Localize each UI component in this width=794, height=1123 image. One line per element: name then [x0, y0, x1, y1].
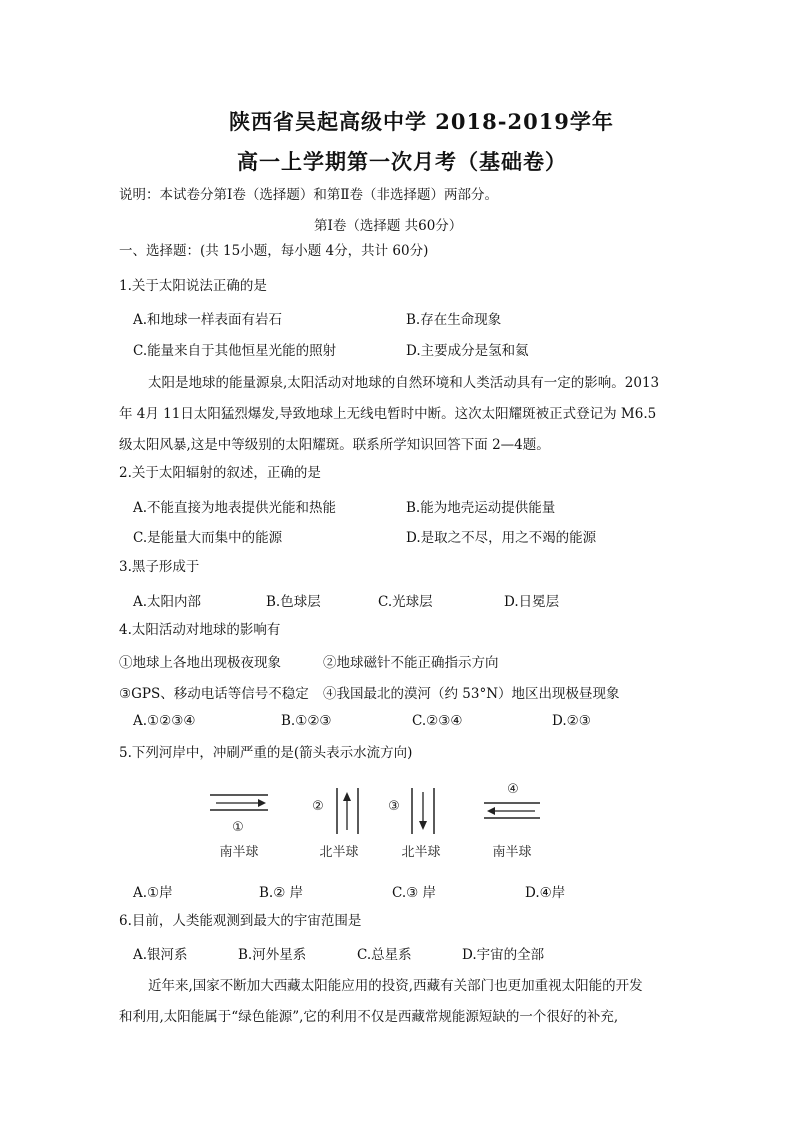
river-diagram-3 [388, 788, 440, 860]
q3-option-b: B.色球层 [266, 594, 321, 610]
passage2-line2: 和利用,太阳能属于“绿色能源”,它的利用不仅是西藏常规能源短缺的一个很好的补充, [119, 1009, 619, 1025]
section-heading: 第Ⅰ卷（选择题 共60分） [314, 218, 463, 234]
exam-title-line1: 陕西省吴起高级中学 2018-2019学年 [229, 109, 614, 134]
q4-option-a: A.①②③④ [133, 713, 196, 729]
q5-stem: 5.下列河岸中，冲刷严重的是(箭头表示水流方向) [119, 745, 413, 761]
part-heading: 一、选择题：(共 15小题，每小题 4分，共计 60分) [119, 243, 429, 259]
river-diagram-1 [210, 795, 268, 860]
exam-title-line2: 高一上学期第一次月考（基础卷） [237, 149, 567, 174]
q3-option-a: A.太阳内部 [133, 594, 202, 610]
q5-option-d: D.④岸 [525, 885, 566, 901]
diagram-2-label: ② [312, 799, 324, 814]
passage1-line1: 太阳是地球的能量源泉,太阳活动对地球的自然环境和人类活动具有一定的影响。2013 [148, 375, 660, 391]
passage1-line3: 级太阳风暴,这是中等级别的太阳耀斑。联系所学知识回答下面 2—4题。 [119, 437, 550, 453]
diagram-2-caption: 北半球 [319, 845, 359, 860]
diagram-3-label: ③ [388, 799, 400, 814]
q6-option-c: C.总星系 [357, 947, 412, 963]
river-bank-diagram [190, 776, 570, 866]
q4-option-d: D.②③ [552, 713, 591, 729]
q1-option-c: C.能量来自于其他恒星光能的照射 [133, 343, 337, 359]
passage1-line2: 年 4月 11日太阳猛烈爆发,导致地球上无线电暂时中断。这次太阳耀斑被正式登记为 M6.5 [119, 406, 657, 422]
q4-statement-1: ①地球上各地出现极夜现象 [119, 655, 281, 671]
passage2-line1: 近年来,国家不断加大西藏太阳能应用的投资,西藏有关部门也更加重视太阳能的开发 [148, 978, 643, 994]
q2-option-d: D.是取之不尽，用之不竭的能源 [406, 530, 597, 546]
q2-stem: 2.关于太阳辐射的叙述，正确的是 [119, 465, 321, 481]
q4-statement-2: ②地球磁针不能正确指示方向 [323, 655, 499, 671]
q1-stem: 1.关于太阳说法正确的是 [119, 278, 267, 294]
q1-option-b: B.存在生命现象 [406, 312, 502, 328]
q3-option-d: D.日冕层 [504, 594, 560, 610]
q2-option-c: C.是能量大而集中的能源 [133, 530, 283, 546]
q1-option-d: D.主要成分是氢和氦 [406, 343, 529, 359]
diagram-3-caption: 北半球 [401, 845, 441, 860]
q5-option-c: C.③ 岸 [392, 885, 437, 901]
q6-option-b: B.河外星系 [238, 947, 307, 963]
q1-option-a: A.和地球一样表面有岩石 [133, 312, 283, 328]
river-diagram-2 [312, 788, 358, 860]
q3-stem: 3.黑子形成于 [119, 559, 200, 575]
q2-option-a: A.不能直接为地表提供光能和热能 [133, 500, 337, 516]
q5-option-b: B.② 岸 [259, 885, 304, 901]
q6-stem: 6.目前，人类能观测到最大的宇宙范围是 [119, 913, 362, 929]
diagram-4-label: ④ [507, 782, 519, 797]
q6-option-a: A.银河系 [133, 947, 188, 963]
q2-option-b: B.能为地壳运动提供能量 [406, 500, 556, 516]
q6-option-d: D.宇宙的全部 [462, 947, 545, 963]
q4-option-c: C.②③④ [412, 713, 463, 729]
diagram-1-label: ① [232, 820, 244, 835]
river-diagram-4 [484, 782, 540, 860]
diagram-4-caption: 南半球 [492, 845, 532, 860]
q4-statement-4: ④我国最北的漠河（约 53°N）地区出现极昼现象 [323, 686, 620, 702]
q3-option-c: C.光球层 [378, 594, 433, 610]
q4-stem: 4.太阳活动对地球的影响有 [119, 622, 281, 638]
diagram-1-caption: 南半球 [219, 845, 259, 860]
q4-statement-3: ③GPS、移动电话等信号不稳定 [119, 686, 309, 702]
q5-option-a: A.①岸 [133, 885, 173, 901]
exam-note: 说明：本试卷分第Ⅰ卷（选择题）和第Ⅱ卷（非选择题）两部分。 [119, 187, 499, 203]
q4-option-b: B.①②③ [281, 713, 332, 729]
